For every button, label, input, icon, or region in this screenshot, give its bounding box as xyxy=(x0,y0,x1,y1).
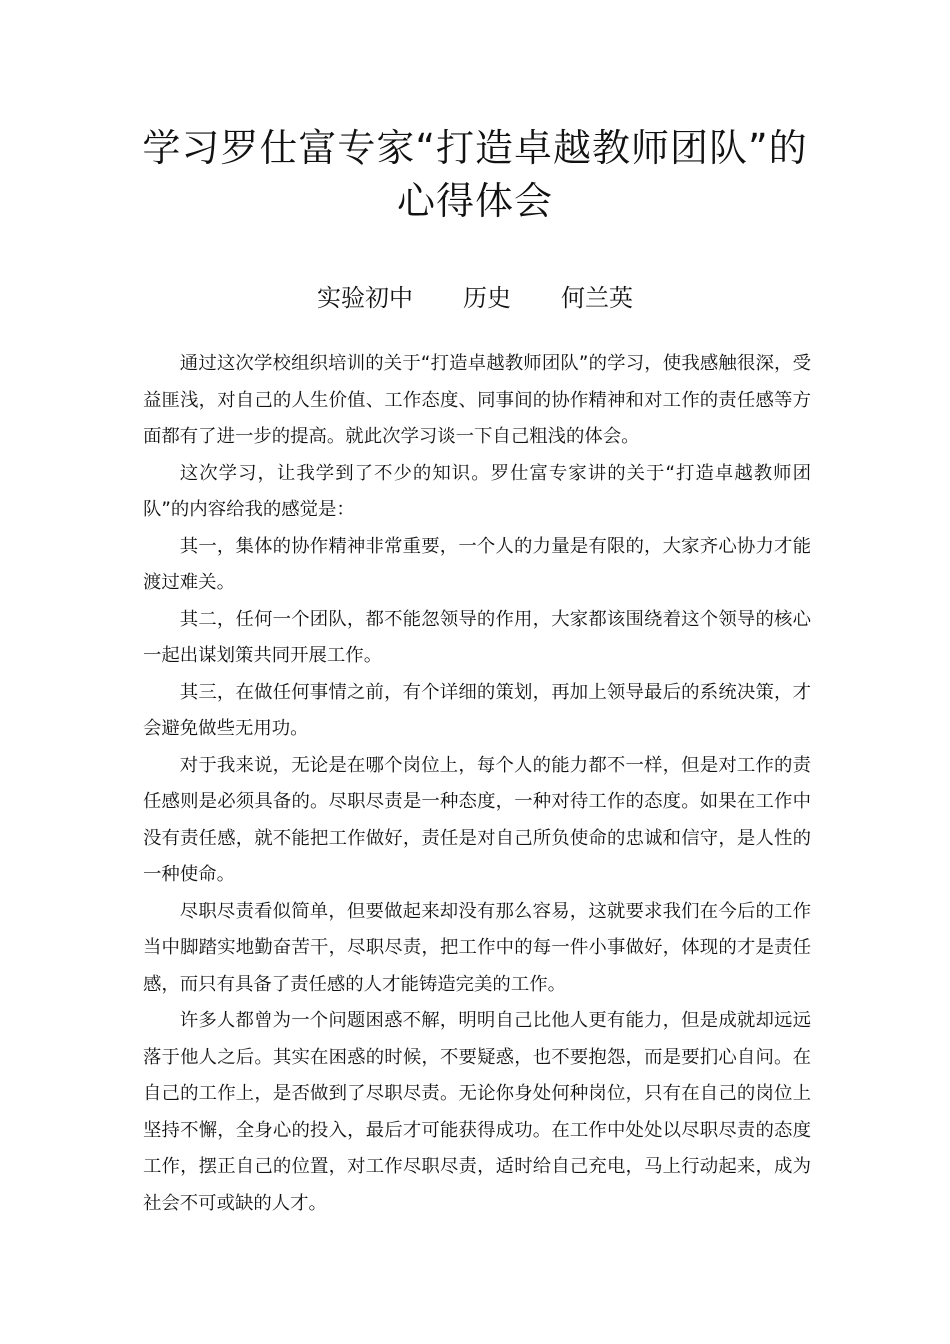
byline xyxy=(0,283,950,313)
body-text xyxy=(143,346,811,1222)
paragraph: 其三，在做任何事情之前，有个详细的策划，再加上领导最后的系统决策，才会避免做些无用功。 xyxy=(143,681,811,739)
byline-subject: 历史 xyxy=(463,284,511,312)
paragraph: 其二，任何一个团队，都不能忽领导的作用，大家都该围绕着这个领导的核心一起出谋划策共同开展工作。 xyxy=(143,608,811,666)
paragraph: 许多人都曾为一个问题困惑不解，明明自己比他人更有能力，但是成就却远远落于他人之后。其实在困惑的时候，不要疑惑，也不要抱怨，而是要扪心自问。在自己的工作上，是否做到了尽职尽责。无论你身处何种岗位，只有在自己的岗位上坚持不懈，全身心的投入，最后才可能获得成功。在工作中处处以尽职尽责的态度工作，摆正自己的位置，对工作尽职尽责，适时给自己充电，马上行动起来，成为社会不可或缺的人才。 xyxy=(143,1010,811,1214)
byline-school: 实验初中 xyxy=(317,284,413,312)
title-line-2: 心得体会 xyxy=(396,179,553,223)
paragraph: 其一，集体的协作精神非常重要，一个人的力量是有限的，大家齐心协力才能渡过难关。 xyxy=(143,535,811,593)
paragraph: 尽职尽责看似简单，但要做起来却没有那么容易，这就要求我们在今后的工作当中脚踏实地勤奋苦干，尽职尽责，把工作中的每一件小事做好，体现的才是责任感，而只有具备了责任感的人才能铸造完美的工作。 xyxy=(143,900,811,995)
paragraph: 对于我来说，无论是在哪个岗位上，每个人的能力都不一样，但是对工作的责任感则是必须具备的。尽职尽责是一种态度，一种对待工作的态度。如果在工作中没有责任感，就不能把工作做好，责任是对自己所负使命的忠诚和信守，是人性的一种使命。 xyxy=(143,754,811,885)
byline-author: 何兰英 xyxy=(561,284,633,312)
paragraph: 通过这次学校组织培训的关于“打造卓越教师团队”的学习，使我感触很深，受益匪浅，对自己的人生价值、工作态度、同事间的协作精神和对工作的责任感等方面都有了进一步的提高。就此次学习谈一下自己粗浅的体会。 xyxy=(143,353,811,447)
title-line-1: 学习罗仕富专家“打造卓越教师团队”的 xyxy=(142,126,808,170)
paragraph: 这次学习，让我学到了不少的知识。罗仕富专家讲的关于“打造卓越教师团队”的内容给我的感觉是： xyxy=(143,462,811,520)
